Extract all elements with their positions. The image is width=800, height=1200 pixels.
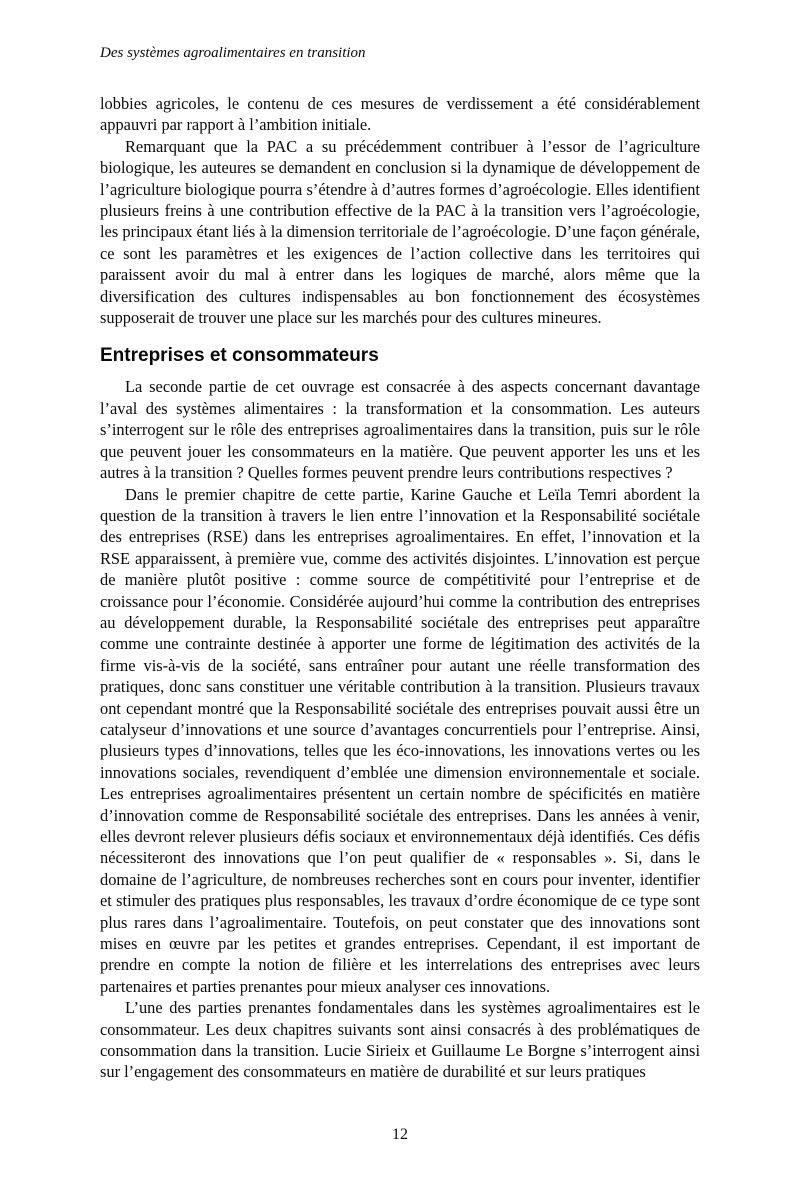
page-number: 12 (392, 1126, 408, 1143)
section-heading: Entreprises et consommateurs (100, 345, 379, 367)
paragraph: Dans le premier chapitre de cette partie, Karine Gauche et Leïla Temri abordent la question de la transition à travers le lien entre l’innovation et la Responsabilité sociétale des entreprises (RSE) dans les entreprises agroalimentaires. En effet, l’innovation et la RSE apparaissent, à première vue, comme des activités disjointes. L’innovation est perçue de manière plutôt positive : comme source de compétitivité pour l’entreprise et de croissance pour l’économie. Considérée aujourd’hui comme la contribution des entreprises au développement durable, la Responsabilité sociétale des entreprises peut apparaître comme une contrainte destinée à apporter une forme de légitimation des activités de la firme vis-à-vis de la société, sans entraîner pour autant une réelle transformation des pratiques, donc sans constituer une véritable contribution à la transition. Plusieurs travaux ont cependant montré que la Responsabilité sociétale des entreprises pouvait aussi être un catalyseur d’innovations et une source d’avantages concurrentiels pour l’entreprise. Ainsi, plusieurs types d’innovations, telles que les éco-innovations, les innovations vertes ou les innovations sociales, revendiquent d’emblée une dimension environnementale et sociale. Les entreprises agroalimentaires présentent un certain nombre de spécificités en matière d’innovation comme de Responsabilité sociétale des entreprises. Dans les années à venir, elles devront relever plusieurs défis sociaux et environnementaux déjà identifiés. Ces défis nécessiteront des innovations que l’on peut qualifier de « responsables ». Si, dans le domaine de l’agriculture, de nombreuses recherches sont en cours pour inventer, identifier et stimuler des pratiques plus responsables, les travaux d’ordre économique de ce type sont plus rares dans l’agroalimentaire. Toutefois, on peut constater que des innovations sont mises en œuvre par les petites et grandes entreprises. Cependant, il est important de prendre en compte la notion de filière et les interrelations des entreprises avec leurs partenaires et parties prenantes pour mieux analyser ces innovations. (100, 484, 700, 996)
paragraph-continuation: lobbies agricoles, le contenu de ces mesures de verdissement a été considérablement appauvri par rapport à l’ambition initiale. (100, 94, 700, 135)
paragraph: L’une des parties prenantes fondamentales dans les systèmes agroalimentaires est le consommateur. Les deux chapitres suivants sont ainsi consacrés à des problématiques de consommation dans la transition. Lucie Sirieix et Guillaume Le Borgne s’interrogent ainsi sur l’engagement des consommateurs en matière de durabilité et sur leurs pratiques (100, 998, 700, 1082)
page-body (100, 93, 700, 1083)
paragraph: Remarquant que la PAC a su précédemment contribuer à l’essor de l’agriculture biologique, les auteures se demandent en conclusion si la dynamique de développement de l’agriculture biologique pourra s’étendre à d’autres formes d’agroécologie. Elles identifient plusieurs freins à une contribution effective de la PAC à la transition vers l’agroécologie, les principaux étant liés à la dimension territoriale de l’agroécologie. D’une façon générale, ce sont les paramètres et les exigences de l’action collective dans les territoires qui paraissent avoir du mal à entrer dans les logiques de marché, alors même que la diversification des cultures indispensables au bon fonctionnement des écosystèmes supposerait de trouver une place sur les marchés pour des cultures mineures. (100, 136, 700, 328)
running-header: Des systèmes agroalimentaires en transition (100, 45, 366, 61)
paragraph: La seconde partie de cet ouvrage est consacrée à des aspects concernant davantage l’aval des systèmes alimentaires : la transformation et la consommation. Les auteurs s’interrogent sur le rôle des entreprises agroalimentaires dans la transition, puis sur le rôle que peuvent jouer les consommateurs en la matière. Que peuvent apporter les uns et les autres à la transition ? Quelles formes peuvent prendre leurs contributions respectives ? (100, 377, 700, 483)
